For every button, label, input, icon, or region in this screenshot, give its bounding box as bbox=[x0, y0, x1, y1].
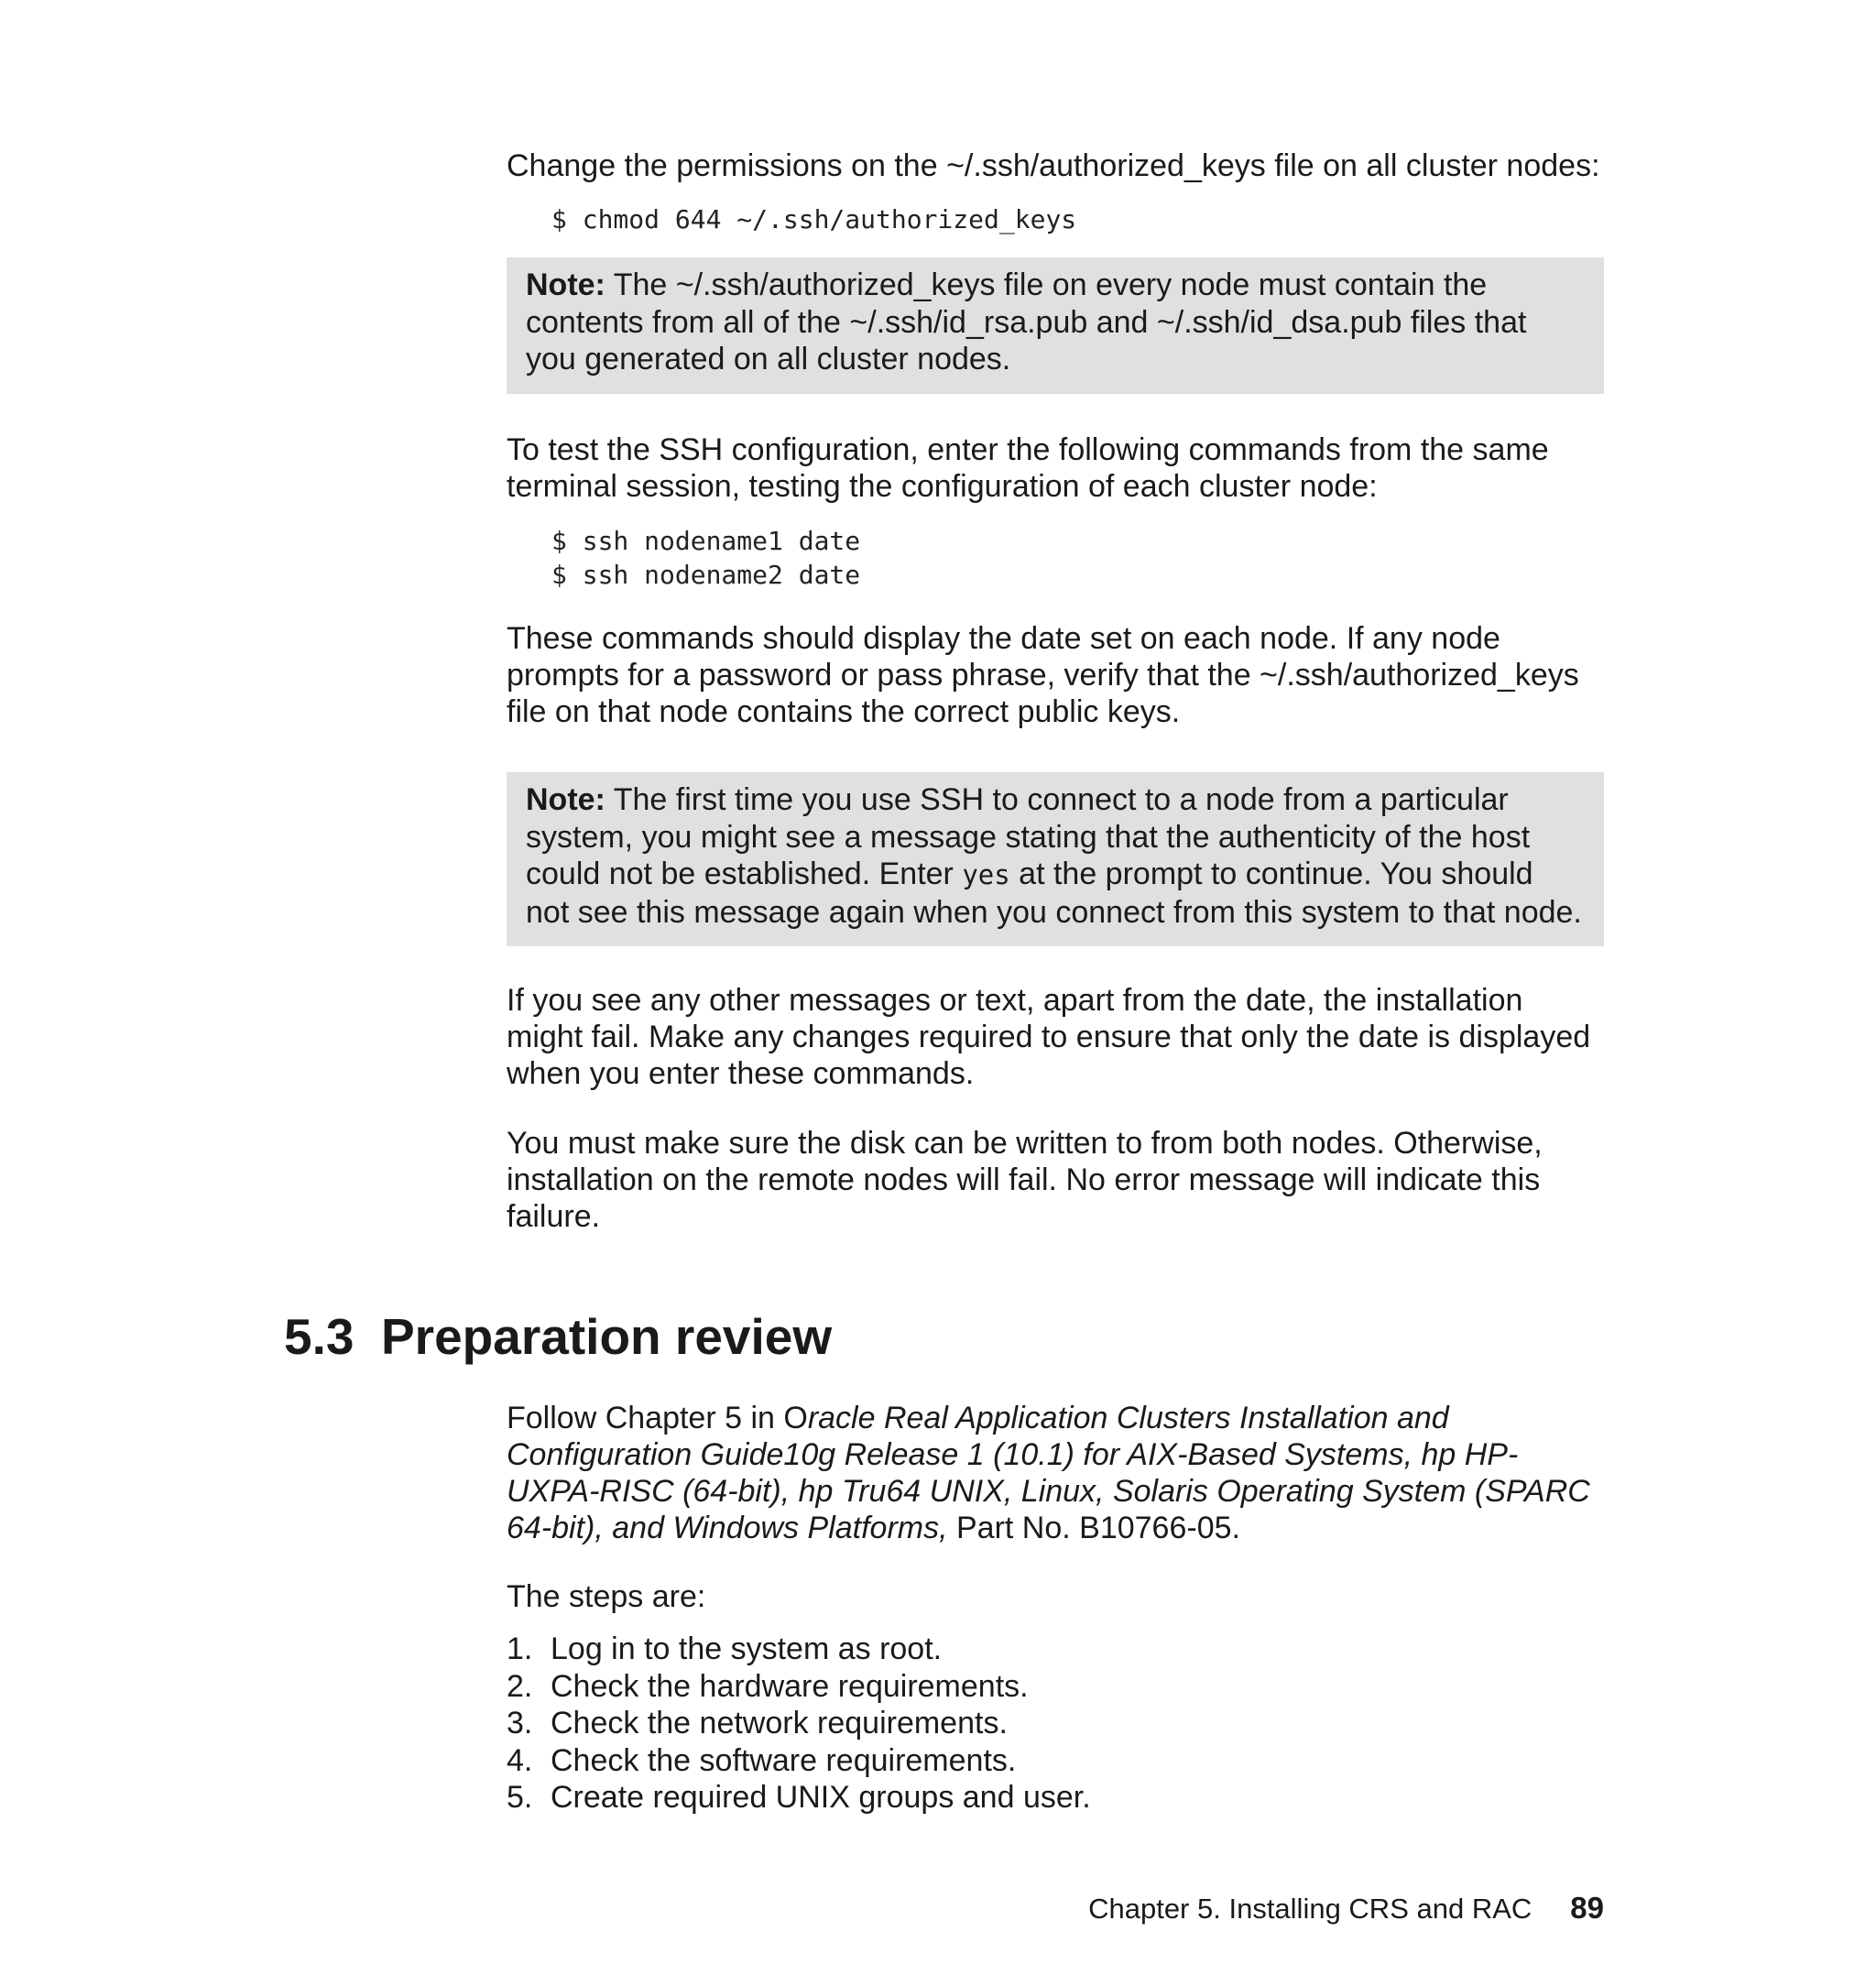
paragraph-display-date: These commands should display the date set on each node. If any node prompts for a password or pass phrase, verify that the ~/.ssh/authorized_keys file on that node contains the correct public keys. bbox=[507, 621, 1579, 729]
steps-list bbox=[507, 1631, 1606, 1817]
step-text: Create required UNIX groups and user. bbox=[551, 1780, 1091, 1815]
step-text: Check the network requirements. bbox=[551, 1706, 1008, 1740]
paragraph-disk-write: You must make sure the disk can be written to from both nodes. Otherwise, installation on the remote nodes will fail. No error message will indicate this failure. bbox=[507, 1126, 1543, 1234]
footer-chapter-title: Chapter 5. Installing CRS and RAC bbox=[1088, 1893, 1532, 1925]
step-text: Check the software requirements. bbox=[551, 1742, 1017, 1778]
paragraph-follow-chapter bbox=[507, 1400, 1606, 1546]
list-item bbox=[507, 1668, 1606, 1706]
code-chmod: $ chmod 644 ~/.ssh/authorized_keys bbox=[551, 204, 1077, 235]
paragraph-change-permissions: Change the permissions on the ~/.ssh/authorized_keys file on all cluster nodes: bbox=[507, 148, 1600, 183]
page-number: 89 bbox=[1570, 1891, 1604, 1925]
page-footer bbox=[0, 1890, 1604, 1927]
step-number: 3. bbox=[507, 1706, 533, 1740]
list-item bbox=[507, 1631, 1606, 1668]
code-block-ssh bbox=[551, 524, 1651, 592]
list-item bbox=[507, 1779, 1606, 1817]
note-body: at the prompt to continue. You should not see this message again when you connect from this system to that node. bbox=[526, 857, 1582, 930]
follow-book-title: racle Real Application Clusters Installation and Configuration Guide10g Release 1 (10.1) for AIX-Based Systems, hp HP-UXPA-RISC (64-bit), hp Tru64 UNIX, Linux, Solaris Operating System (SPARC 64-bit), and Windows Platforms, bbox=[507, 1401, 1590, 1545]
follow-suffix: Part No. B10766-05. bbox=[947, 1511, 1240, 1545]
follow-prefix: Follow Chapter 5 in O bbox=[507, 1401, 808, 1435]
step-number: 2. bbox=[507, 1668, 533, 1704]
step-text: Log in to the system as root. bbox=[551, 1631, 943, 1666]
step-number: 1. bbox=[507, 1631, 533, 1666]
note-text bbox=[526, 781, 1584, 931]
note-label: Note: bbox=[526, 267, 605, 302]
note-body: The ~/.ssh/authorized_keys file on every node must contain the contents from all of the ~/.ssh/id_rsa.pub and ~/.ssh/id_dsa.pub files that you generated on all cluster nodes. bbox=[526, 267, 1527, 376]
note-text bbox=[526, 267, 1584, 378]
steps-intro: The steps are: bbox=[507, 1579, 706, 1614]
note-box-authenticity bbox=[507, 772, 1604, 946]
note-label: Note: bbox=[526, 782, 605, 817]
step-text: Check the hardware requirements. bbox=[551, 1668, 1029, 1704]
section-title: Preparation review bbox=[381, 1308, 833, 1365]
list-item bbox=[507, 1742, 1606, 1780]
note-box-authorized-keys bbox=[507, 257, 1604, 394]
code-line: $ ssh nodename1 date bbox=[551, 526, 861, 556]
list-item bbox=[507, 1705, 1606, 1742]
paragraph-other-messages: If you see any other messages or text, apart from the date, the installation might fail. Make any changes required to ensure that only the date is displayed when you enter these commands. bbox=[507, 983, 1591, 1091]
inline-code-yes: yes bbox=[962, 859, 1010, 890]
section-heading bbox=[284, 1307, 832, 1366]
section-number: 5.3 bbox=[284, 1308, 354, 1365]
step-number: 4. bbox=[507, 1742, 533, 1778]
code-line: $ ssh nodename2 date bbox=[551, 560, 861, 590]
paragraph-test-ssh: To test the SSH configuration, enter the following commands from the same terminal session, testing the configuration of each cluster node: bbox=[507, 432, 1549, 504]
note-body: The first time you use SSH to connect to a node from a particular system, you might see a message stating that the authenticity of the host could not be established. Enter bbox=[526, 782, 1531, 891]
step-number: 5. bbox=[507, 1780, 533, 1815]
